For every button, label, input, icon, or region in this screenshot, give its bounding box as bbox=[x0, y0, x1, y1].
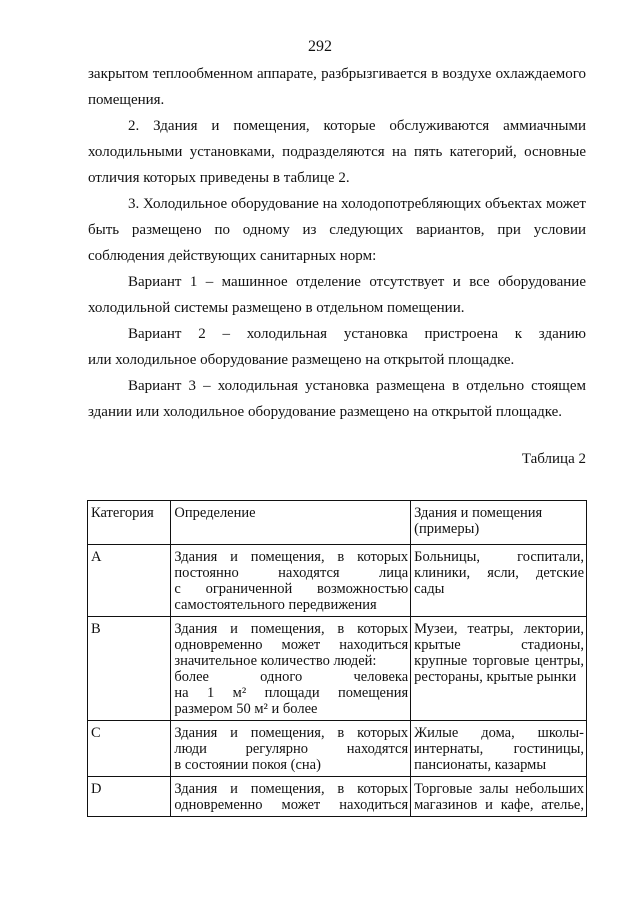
examples-line: интернаты, гостиницы, bbox=[414, 741, 584, 757]
examples-line: Жилые дома, школы- bbox=[414, 725, 584, 741]
body-line: или холодильное оборудование размещено на открытой площадке. bbox=[88, 352, 515, 368]
category-cell: D bbox=[88, 777, 171, 817]
header-category: Категория bbox=[88, 501, 171, 545]
examples-cell bbox=[411, 777, 587, 817]
body-line: Вариант 2 – холодильная установка пристроена к зданию bbox=[128, 326, 586, 342]
body-line: отличия которых приведены в таблице 2. bbox=[88, 170, 350, 186]
definition-cell bbox=[171, 777, 411, 817]
table-row bbox=[88, 777, 587, 817]
definition-line: Здания и помещения, в которых bbox=[174, 725, 409, 741]
definition-line: одновременно может находиться bbox=[174, 797, 409, 813]
definition-line: в состоянии покоя (сна) bbox=[174, 757, 321, 773]
body-line: быть размещено по одному из следующих вариантов, при условии bbox=[88, 222, 586, 238]
body-line: 3. Холодильное оборудование на холодопотребляющих объектах может bbox=[128, 196, 586, 212]
definition-line: Здания и помещения, в которых bbox=[174, 621, 409, 637]
categories-table bbox=[87, 500, 587, 817]
definition-cell bbox=[171, 721, 411, 777]
examples-line: Больницы, госпитали, bbox=[414, 549, 584, 565]
examples-line: пансионаты, казармы bbox=[414, 757, 547, 773]
examples-cell bbox=[411, 721, 587, 777]
category-cell: A bbox=[88, 545, 171, 617]
definition-line: люди регулярно находятся bbox=[174, 741, 409, 757]
definition-line: на 1 м² площади помещения bbox=[174, 685, 409, 701]
header-examples bbox=[411, 501, 587, 545]
definition-cell bbox=[171, 617, 411, 721]
table-caption: Таблица 2 bbox=[521, 451, 586, 467]
category-cell: B bbox=[88, 617, 171, 721]
definition-line: более одного человека bbox=[174, 669, 409, 685]
category-cell: C bbox=[88, 721, 171, 777]
header-examples-line: Здания и помещения bbox=[414, 505, 543, 521]
page-number: 292 bbox=[308, 38, 332, 55]
examples-line: рестораны, крытые рынки bbox=[414, 669, 577, 685]
definition-line: значительное количество людей: bbox=[174, 653, 377, 669]
body-line: холодильными установками, подразделяются на пять категорий, основные bbox=[88, 144, 586, 160]
body-line: холодильной системы размещено в отдельном помещении. bbox=[88, 300, 465, 316]
definition-line: с ограниченной возможностью bbox=[174, 581, 409, 597]
examples-line: Музеи, театры, лектории, bbox=[414, 621, 584, 637]
body-line: 2. Здания и помещения, которые обслуживаются аммиачными bbox=[128, 118, 586, 134]
table-header-row bbox=[88, 501, 587, 545]
body-line: Вариант 1 – машинное отделение отсутствует и все оборудование bbox=[128, 274, 586, 290]
definition-line: постоянно находятся лица bbox=[174, 565, 409, 581]
examples-line: крытые стадионы, bbox=[414, 637, 584, 653]
body-line: соблюдения действующих санитарных норм: bbox=[88, 248, 377, 264]
body-line: помещения. bbox=[88, 92, 165, 108]
examples-line: магазинов и кафе, ателье, bbox=[414, 797, 584, 813]
body-line: Вариант 3 – холодильная установка размещена в отдельно стоящем bbox=[128, 378, 586, 394]
table-row bbox=[88, 545, 587, 617]
header-definition: Определение bbox=[171, 501, 411, 545]
body-line: здании или холодильное оборудование размещено на открытой площадке. bbox=[88, 404, 563, 420]
examples-line: сады bbox=[414, 581, 445, 597]
body-line: закрытом теплообменном аппарате, разбрызгивается в воздухе охлаждаемого bbox=[88, 66, 586, 82]
examples-line: крупные торговые центры, bbox=[414, 653, 584, 669]
examples-cell bbox=[411, 545, 587, 617]
definition-line: одновременно может находиться bbox=[174, 637, 409, 653]
header-examples-line: (примеры) bbox=[414, 521, 480, 537]
table-row bbox=[88, 721, 587, 777]
definition-line: размером 50 м² и более bbox=[174, 701, 318, 717]
definition-cell bbox=[171, 545, 411, 617]
definition-line: Здания и помещения, в которых bbox=[174, 549, 409, 565]
examples-line: Торговые залы небольших bbox=[414, 781, 584, 797]
examples-cell bbox=[411, 617, 587, 721]
table-row bbox=[88, 617, 587, 721]
examples-line: клиники, ясли, детские bbox=[414, 565, 584, 581]
definition-line: самостоятельного передвижения bbox=[174, 597, 377, 613]
definition-line: Здания и помещения, в которых bbox=[174, 781, 409, 797]
